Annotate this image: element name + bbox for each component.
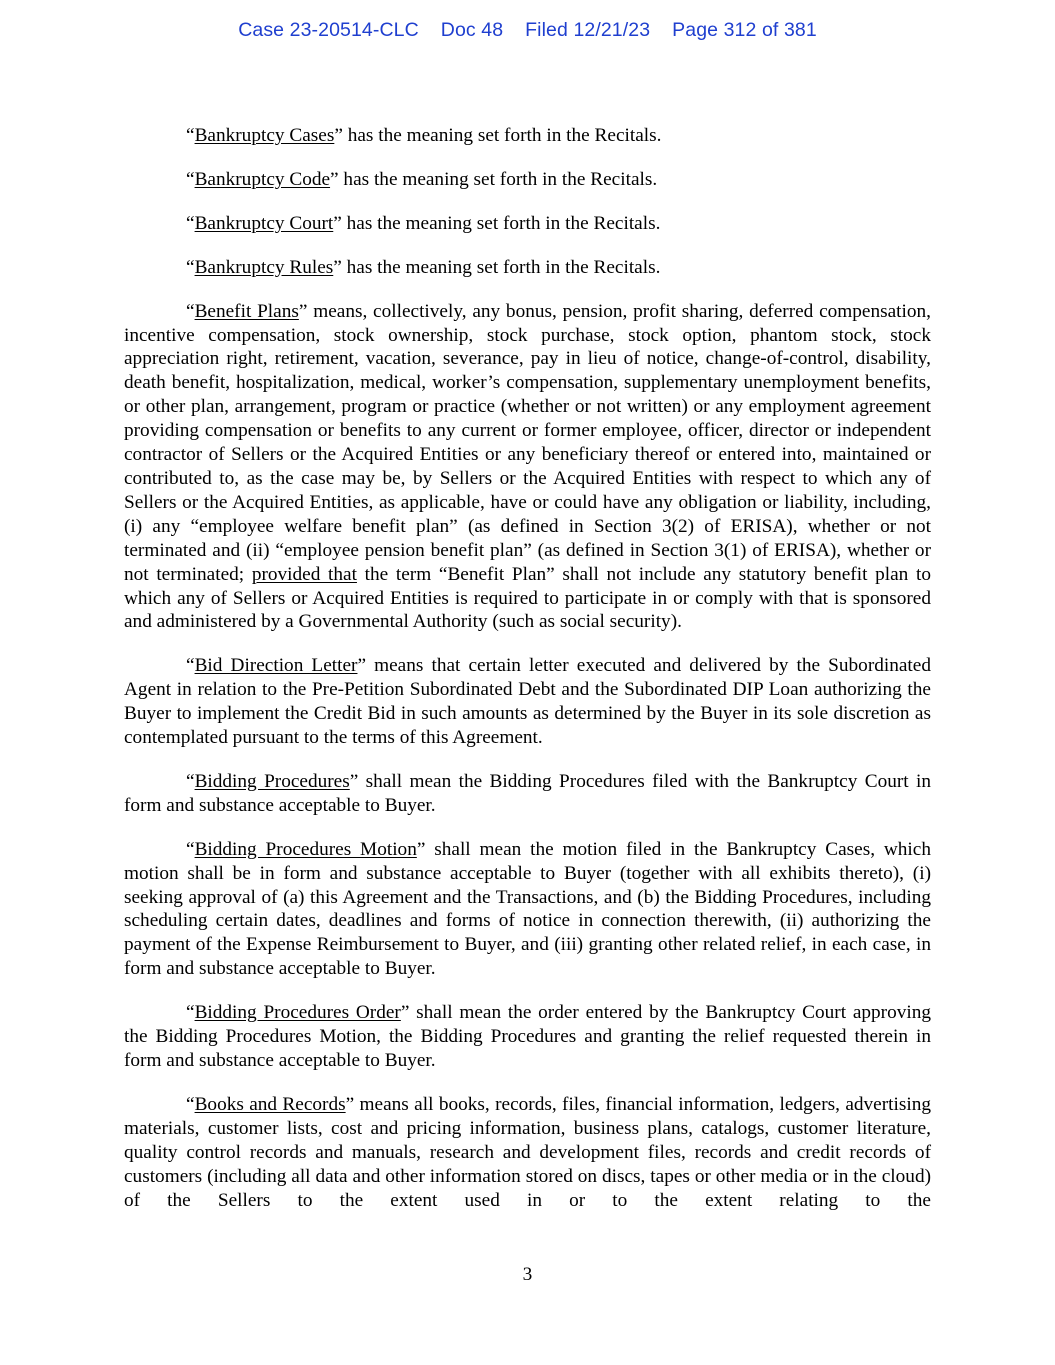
proviso-term: provided that — [251, 563, 357, 585]
definition-text-continued: the term “Benefit Plan” shall not include any statutory benefit plan to which any of Sellers or Acquired Entities is required to participate in or comply with that is sponsored and administered by a Governmental Authority (such as social security). — [124, 563, 931, 633]
defined-term: Bankruptcy Code — [194, 168, 331, 190]
definition-text: ” means, collectively, any bonus, pension, profit sharing, deferred compensation, incentive compensation, stock ownership, stock purchase, stock option, phantom stock, stock appreciation right, retirement, vacation, severance, pay in lieu of notice, change-of-control, disability, death benefit, hospitalization, medical, worker’s compensation, supplementary unemployment benefits, or other plan, arrangement, program or practice (whether or not written) or any employment agreement providing compensation or benefits to any current or former employee, officer, director or independent contractor of Sellers or the Acquired Entities or any beneficiary thereof or entered into, maintained or contributed to, as the case may be, by Sellers or the Acquired Entities with respect to which any of Sellers or the Acquired Entities, as applicable, have or could have any obligation or liability, including, (i) any “employee welfare benefit plan” (as defined in Section 3(2) of ERISA), whether or not terminated and (ii) “employee pension benefit plan” (as defined in Section 3(1) of ERISA), whether or not terminated; — [124, 300, 931, 585]
definition-bankruptcy-rules: “Bankruptcy Rules” has the meaning set forth in the Recitals. — [186, 256, 661, 278]
definition-bidding-procedures: “Bidding Procedures” shall mean the Bidding Procedures filed with the Bankruptcy Court in form and substance acceptable to Buyer. — [124, 770, 932, 816]
definition-text: ” shall mean the motion filed in the Bankruptcy Cases, which motion shall be in form and substance acceptable to Buyer (together with all exhibits thereto), (i) seeking approval of (a) this Agreement and the Transactions, and (b) the Bidding Procedures, including scheduling certain dates, deadlines and forms of notice in connection therewith, (ii) authorizing the payment of the Expense Reimbursement to Buyer, and (iii) granting other related relief, in each case, in form and substance acceptable to Buyer. — [124, 838, 931, 980]
definition-text: ” has the meaning set forth in the Recitals. — [333, 212, 661, 234]
definition-bid-direction-letter: “Bid Direction Letter” means that certain letter executed and delivered by the Subordinated Agent in relation to the Pre-Petition Subordinated Debt and the Subordinated DIP Loan authorizing the Buyer to implement the Credit Bid in such amounts as determined by the Buyer in its sole discretion as contemplated pursuant to the terms of this Agreement. — [124, 655, 931, 749]
filed-date: Filed 12/21/23 — [525, 19, 651, 41]
defined-term: Bankruptcy Court — [194, 212, 334, 234]
definition-bankruptcy-cases: “Bankruptcy Cases” has the meaning set forth in the Recitals. — [186, 125, 662, 146]
page-number: 3 — [522, 1264, 533, 1285]
definition-text: ” shall mean the Bidding Procedures filed with the Bankruptcy Court in form and substance acceptable to Buyer. — [124, 770, 932, 816]
defined-term: Bid Direction Letter — [194, 655, 358, 677]
defined-term: Bidding Procedures Order — [194, 1002, 401, 1024]
definition-benefit-plans: “Benefit Plans” means, collectively, any bonus, pension, profit sharing, deferred compensation, incentive compensation, stock ownership, stock purchase, stock option, phantom stock, stock appreciation right, retirement, vacation, severance, pay in lieu of notice, change-of-control, disability, death benefit, hospitalization, medical, worker’s compensation, supplementary unemployment benefits, or other plan, arrangement, program or practice (whether or not written) or any employment agreement providing compensation or benefits to any current or former employee, officer, director or independent contractor of Sellers or the Acquired Entities or any beneficiary thereof or entered into, maintained or contributed to, as the case may be, by Sellers or the Acquired Entities with respect to which any of Sellers or the Acquired Entities, as applicable, have or could have any obligation or liability, including, (i) any “employee welfare benefit plan” (as defined in Section 3(2) of ERISA), whether or not terminated and (ii) “employee pension benefit plan” (as defined in Section 3(1) of ERISA), whether or not terminated; provided that the term “Benefit Plan” shall not include any statutory benefit plan to which any of Sellers or Acquired Entities is required to participate in or comply with that is sponsored and administered by a Governmental Authority (such as social security). — [124, 300, 931, 633]
defined-term: Benefit Plans — [194, 300, 299, 322]
definition-text: ” has the meaning set forth in the Recitals. — [333, 256, 661, 278]
definition-bankruptcy-code: “Bankruptcy Code” has the meaning set forth in the Recitals. — [186, 168, 658, 190]
defined-term: Bankruptcy Rules — [194, 256, 334, 278]
page-of-total: Page 312 of 381 — [672, 19, 817, 41]
case-number: Case 23-20514-CLC — [238, 19, 419, 41]
document-body — [124, 124, 931, 1232]
definition-text: ” has the meaning set forth in the Recitals. — [334, 125, 662, 146]
defined-term: Bidding Procedures — [194, 770, 350, 792]
definition-books-and-records: “Books and Records” means all books, records, files, financial information, ledgers, advertising materials, customer lists, cost and pricing information, business plans, catalogs, customer literature, quality control records and manuals, research and development files, records and credit records of customers (including all data and other information stored on discs, tapes or other media or in the cloud) of the Sellers to the extent used in or to the extent relating to the — [124, 1093, 932, 1211]
case-header — [0, 19, 1055, 42]
defined-term: Bankruptcy Cases — [194, 125, 335, 146]
definition-text: ” shall mean the order entered by the Bankruptcy Court approving the Bidding Procedures Motion, the Bidding Procedures and granting the relief requested therein in form and substance acceptable to Buyer. — [124, 1002, 931, 1071]
definition-bidding-procedures-motion: “Bidding Procedures Motion” shall mean the motion filed in the Bankruptcy Cases, which motion shall be in form and substance acceptable to Buyer (together with all exhibits thereto), (i) seeking approval of (a) this Agreement and the Transactions, and (b) the Bidding Procedures, including scheduling certain dates, deadlines and forms of notice in connection therewith, (ii) authorizing the payment of the Expense Reimbursement to Buyer, and (iii) granting other related relief, in each case, in form and substance acceptable to Buyer. — [124, 838, 931, 980]
definition-text: ” means all books, records, files, financial information, ledgers, advertising materials, customer lists, cost and pricing information, business plans, catalogs, customer literature, quality control records and manuals, research and development files, records and credit records of customers (including all data and other information stored on discs, tapes or other media or in the cloud) of the Sellers to the extent used in or to the extent relating to the — [124, 1093, 932, 1211]
definition-text: ” means that certain letter executed and delivered by the Subordinated Agent in relation to the Pre-Petition Subordinated Debt and the Subordinated DIP Loan authorizing the Buyer to implement the Credit Bid in such amounts as determined by the Buyer in its sole discretion as contemplated pursuant to the terms of this Agreement. — [124, 655, 931, 749]
defined-term: Bidding Procedures Motion — [194, 838, 417, 860]
definition-bankruptcy-court: “Bankruptcy Court” has the meaning set forth in the Recitals. — [186, 212, 661, 234]
definition-bidding-procedures-order: “Bidding Procedures Order” shall mean the order entered by the Bankruptcy Court approving the Bidding Procedures Motion, the Bidding Procedures and granting the relief requested therein in form and substance acceptable to Buyer. — [124, 1002, 931, 1071]
defined-term: Books and Records — [194, 1093, 346, 1115]
definition-text: ” has the meaning set forth in the Recitals. — [330, 168, 658, 190]
doc-number: Doc 48 — [440, 19, 504, 41]
